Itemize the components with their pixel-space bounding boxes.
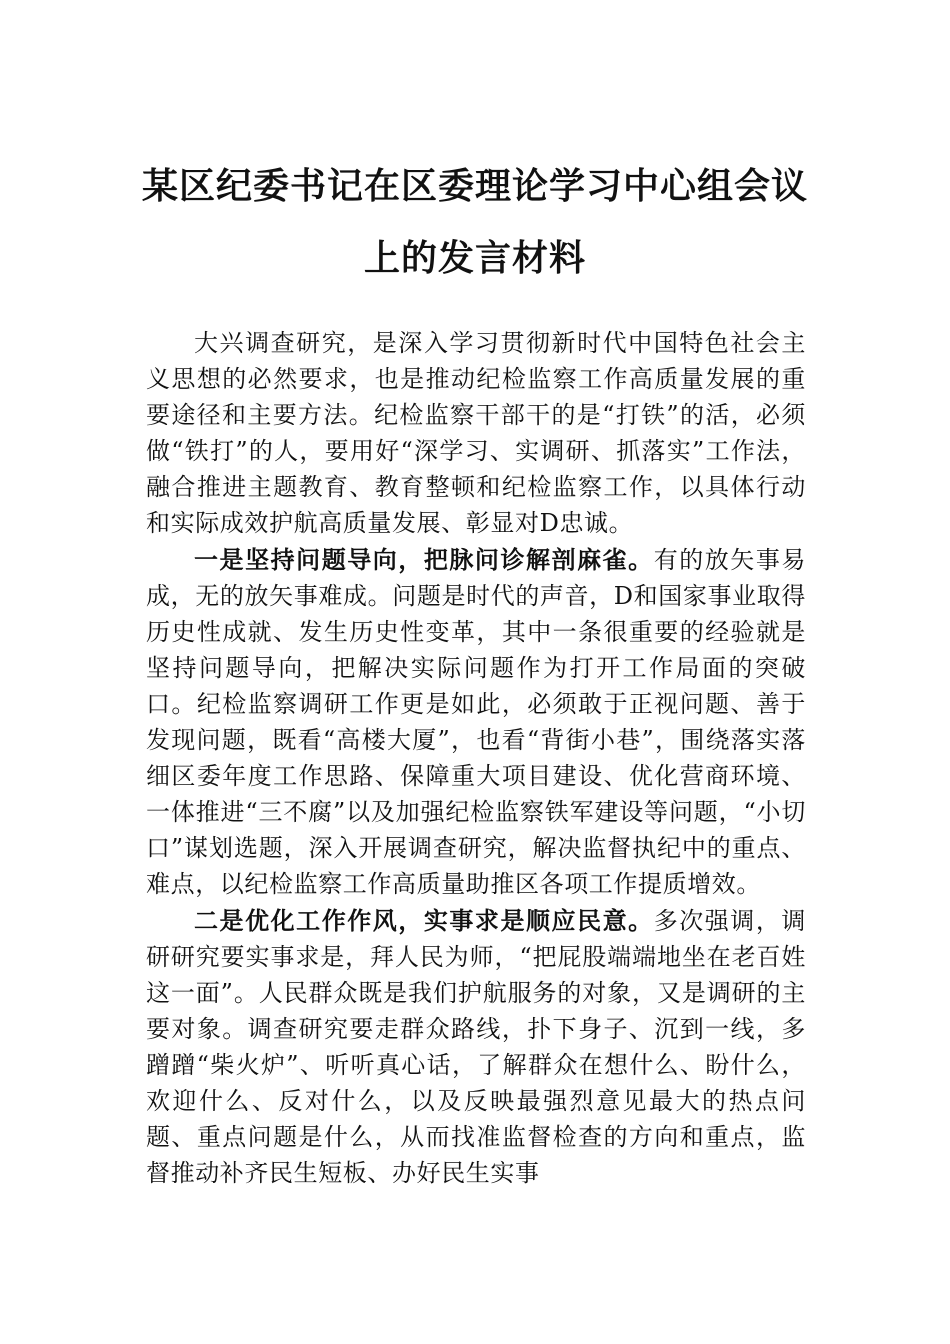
title-line-2: 上的发言材料 (363, 237, 586, 279)
paragraph-lead: 一是坚持问题导向，把脉问诊解剖麻雀。 (194, 544, 654, 574)
document-title (120, 150, 830, 294)
paragraph-text: 多次强调，调研研究要实事求是，拜人民为师，“把屁股端端地坐在老百姓这一面”。人民群众既是我们护航服务的对象，又是调研的主要对象。调查研究要走群众路线，扑下身子、沉到一线，多蹭蹭“柴火炉”、听听真心话，了解群众在想什么、盼什么，欢迎什么、反对什么，以及反映最强烈意见最大的热点问题、重点问题是什么，从而找准监督检查的方向和重点，监督推动补齐民生短板、办好民生实事 (146, 906, 806, 1188)
document-body (146, 325, 806, 1191)
paragraph-point-one (146, 542, 806, 903)
title-line-1: 某区纪委书记在区委理论学习中心组会议 (141, 165, 808, 207)
paragraph-text: 有的放矢事易成，无的放矢事难成。问题是时代的声音，D和国家事业取得历史性成就、发生历史性变革，其中一条很重要的经验就是坚持问题导向，把解决实际问题作为打开工作局面的突破口。纪检监察调研工作更是如此，必须敢于正视问题、善于发现问题，既看“高楼大厦”，也看“背街小巷”，围绕落实落细区委年度工作思路、保障重大项目建设、优化营商环境、一体推进“三不腐”以及加强纪检监察铁军建设等问题，“小切口”谋划选题，深入开展调查研究，解决监督执纪中的重点、难点，以纪检监察工作高质量助推区各项工作提质增效。 (146, 545, 806, 899)
paragraph-text: 大兴调查研究，是深入学习贯彻新时代中国特色社会主义思想的必然要求，也是推动纪检监察工作高质量发展的重要途径和主要方法。纪检监察干部干的是“打铁”的活，必须做“铁打”的人，要用好“深学习、实调研、抓落实”工作法，融合推进主题教育、教育整顿和纪检监察工作，以具体行动和实际成效护航高质量发展、彰显对D忠诚。 (146, 329, 806, 538)
paragraph-intro (146, 325, 806, 542)
paragraph-lead: 二是优化工作作风，实事求是顺应民意。 (194, 905, 654, 935)
paragraph-point-two (146, 903, 806, 1192)
